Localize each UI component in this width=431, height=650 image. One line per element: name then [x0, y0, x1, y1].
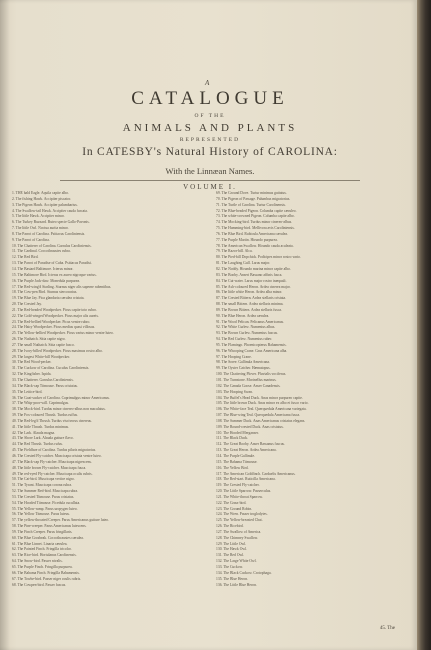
- catalogue-entry: 123. The Ground Robin.: [216, 506, 253, 511]
- catalogue-entry: 49. The red-eyed Fly-catcher. Muscicapa oculis rubris.: [12, 471, 93, 476]
- catchword: 45. The: [379, 626, 395, 631]
- catalogue-entry: 57. The yellow-throated Creeper. Parus Americanus gutture luteo.: [12, 518, 110, 523]
- catalogue-entry: 95. The Flamingo. Phoenicopterus Bahamensis.: [216, 342, 287, 347]
- catalogue-entry: 82. The Noddy. Hirundo marina minor capite albo.: [216, 266, 291, 271]
- catalogue-entry: 96. The Whooping Crane. Grus Americana alba.: [216, 348, 288, 353]
- catalogue-entry: 65. The Purple Finch. Fringilla purpurea.: [12, 565, 73, 569]
- catalogue-entry: 61. The Blue Linnet. Linaria cærulea.: [12, 541, 68, 546]
- catalogue-entry: 98. The Soree. Gallinula Americana.: [216, 360, 270, 365]
- catalogue-entry: 70. The Pigeon of Passage. Palumbus migratorius.: [216, 196, 291, 201]
- catalogue-entry: 72. The Blue-headed Pigeon. Columba capite cæruleo.: [216, 208, 297, 213]
- catalogue-entry: 87. The Crested Bittern. Ardea stellaris cristata.: [216, 296, 287, 301]
- catalogue-entry: 22. The Gold-winged Woodpecker. Picus major alis aureis.: [12, 313, 99, 318]
- catalogue-entry: 102. The Canada Goose. Anser Canadensis.: [216, 383, 281, 388]
- catalogue-entry: 128. The Chimney Swallow.: [216, 535, 258, 540]
- catalogue-entry: 11. The Cardinal. Coccothraustes rubra.: [12, 249, 71, 254]
- title-article: A: [205, 79, 210, 87]
- catalogue-entry: 117. The American Goldfinch. Carduelis Americanus.: [216, 471, 296, 476]
- catalogue-entry: 114. The Purple Gallinule.: [216, 453, 256, 458]
- catalogue-entry: 129. The Little Owl.: [216, 541, 247, 546]
- catalogue-entry: 31. The Cuckow of Carolina. Cuculus Caroliniensis.: [12, 366, 90, 371]
- catalogue-entry: 93. The Brown Curlew. Numenius fuscus.: [216, 331, 278, 336]
- catalogue-entry: 10. The Chatterer of Carolina. Garrulus Caroliniensis.: [12, 243, 92, 248]
- catalogue-entry: 6. The Turkey Buzzard. Buteo specie Gallo-Pavonis.: [12, 220, 90, 225]
- catalogue-entry: 63. The Rice-bird. Hortulanus Carolinensis.: [12, 553, 77, 558]
- catalogue-entry: 119. The Crested Fly-catcher.: [216, 483, 260, 488]
- catalogue-entry: 109. The Round-crested Duck. Anas cristatus.: [216, 424, 284, 429]
- catalogue-entry: 81. The Laughing Gull. Larus major.: [216, 261, 271, 266]
- catalogue-entry: 30. The Red Wood-pecker.: [12, 360, 52, 365]
- catalogue-entry: 103. The Hooping Swan.: [216, 389, 253, 394]
- catalogue-entry: 33. The Chatterer. Garrulus Caroliniensis.: [12, 378, 74, 382]
- catalogue-entry: 121. The White-throat Sparrow.: [216, 494, 263, 499]
- catalogue-entry: 27. The small Nuthatch. Sitta capite fusco.: [12, 342, 75, 347]
- catalogue-entry: 46. The Crested Fly-catcher. Muscicapa cristata ventre luteo.: [12, 453, 102, 458]
- catalogue-entry: 8. The Parrot of Carolina. Psittacus Caroliniensis.: [12, 231, 86, 236]
- catalogue-entry: 106. The White-face Teal. Querquedula Americana variegata.: [216, 407, 307, 412]
- title-animals-and-plants: ANIMALS AND PLANTS: [122, 122, 298, 134]
- catalogue-entry: 41. The little Thrush. Turdus minimus.: [12, 424, 70, 429]
- catalogue-entry: 79. The Razor-bill. Alca.: [216, 249, 253, 254]
- catalogue-entry: 2. The fishing Hawk. Accipiter piscator.: [12, 196, 71, 201]
- catalogue-entry: 76. The Blue Bird. Rubicula Americana cærulea.: [216, 231, 288, 236]
- catalogue-entry: 64. The Snow-bird. Passer nivalis.: [12, 559, 63, 564]
- catalogue-entry: 127. The Swallow of America.: [216, 529, 262, 534]
- catalogue-entry: 29. The largest White-bill Woodpecker.: [12, 354, 71, 359]
- catalogue-entry: 133. The Cuckow.: [216, 565, 243, 569]
- catalogue-entry: 39. The Fox-coloured Thrush. Turdus ruffus.: [12, 413, 78, 418]
- catalogue-entry: 54. The Hooded Titmouse. Ficedula cucullata.: [12, 500, 81, 505]
- catalogue-entry: 4. The Swallow-tail Hawk. Accipiter cauda furcata.: [12, 208, 88, 213]
- catalogue-entry: 124. The Wren. Passer troglodytes.: [216, 512, 268, 517]
- catalogue-entry: 130. The Hawk Owl.: [216, 547, 247, 552]
- catalogue-entry: 55. The Yellow-rump. Parus uropygeo luteo.: [12, 506, 78, 511]
- catalogue-entry: 86. The little white Heron. Ardea alba minor.: [216, 290, 283, 295]
- catalogue-entry: 44. The Red Thrush. Turdus rufus.: [12, 442, 63, 447]
- catalogue-entry: 5. The little Hawk. Accipiter minor.: [12, 214, 65, 219]
- catalogue-entry: 50. The Cat-bird. Muscicapa vertice nigro.: [12, 477, 75, 482]
- catalogue-entry: 62. The Painted Finch. Fringilla tricolor.: [12, 547, 72, 552]
- catalogue-entry: 101. The Turnstone. Morinellus marinus.: [216, 378, 277, 382]
- catalogue-entry: 97. The Hooping Crane.: [216, 354, 252, 359]
- catalogue-entry: 37. The Whip-poor-will. Caprimulgus.: [12, 401, 69, 406]
- catalogue-entry: 3. The Pigeon Hawk. Accipiter palumbarius.: [12, 202, 78, 207]
- catalogue-entry: 107. The Blue-wing Teal. Querquedula Americana fusca.: [216, 413, 301, 418]
- catalogue-entry: 34. The Black-cap Titmouse. Parus cristatus.: [12, 383, 78, 388]
- catalogue-entry: 42. The Lark. Alauda magna.: [12, 430, 56, 435]
- catalogue-entry: 120. The Little Sparrow. Passerculus.: [216, 489, 272, 494]
- catalogue-entry: 110. The Hooded Merganser.: [216, 430, 259, 435]
- catalogue-entry: 48. The little brown Fly-catcher. Muscicapa fusca.: [12, 465, 87, 470]
- catalogue-entry: 108. The Summer Duck. Anas Americanus cristatus elegans.: [216, 418, 306, 423]
- catalogue-entry: 90. The Blue Heron. Ardea cærulea.: [216, 313, 270, 318]
- catalogue-entry: 47. The Black-cap Fly-catcher. Muscicapa nigrescens.: [12, 459, 92, 464]
- title-linnaean-names: With the Linnæan Names.: [165, 166, 255, 176]
- catalogue-entry: 88. The small Bittern. Ardea stellaris minima.: [216, 302, 284, 307]
- catalogue-entry: 134. The Black Cuckow. Crotophaga.: [216, 570, 272, 575]
- catalogue-entry: 51. The Tyrant. Muscicapa corona rubra.: [12, 483, 73, 488]
- catalogue-entry: 68. The Cowpen-bird. Passer fuscus.: [12, 582, 67, 587]
- catalogue-entry: 84. The Cut-water. Larus major rostro inæquali.: [216, 278, 287, 283]
- catalogue-entry: 113. The Great Heron. Ardea Americana.: [216, 448, 277, 453]
- catalogue-entry: 13. The Parrot of Paradise of Cuba. Psittacus Paradisi.: [12, 261, 92, 266]
- catalogue-entry: 14. The Bastard Baltimore. Icterus minor.: [12, 266, 74, 271]
- catalogue-entry: 53. The Crested Titmouse. Parus cristatus.: [12, 494, 75, 499]
- catalogue-entry: 38. The Mock-bird. Turdus minor cinereo-albus non maculatus.: [12, 407, 106, 412]
- catalogue-column-left: [12, 191, 202, 639]
- catalogue-entry: 35. The Lettice-bird.: [12, 389, 43, 394]
- book-gutter-shadow: [0, 0, 10, 650]
- catalogue-entry: 60. The Blue Grosbeak. Coccothraustes cærulea.: [12, 535, 84, 540]
- catalogue-columns: [12, 191, 410, 639]
- catalogue-entry: 78. The American Swallow. Hirundo cauda aculeata.: [216, 243, 294, 248]
- catalogue-entry: 131. The Red Owl.: [216, 553, 245, 558]
- catalogue-entry: 23. The Red-bellied Woodpecker. Picus ventre rubro.: [12, 319, 91, 324]
- catalogue-entry: 66. The Bahama Finch. Fringilla Bahamensis.: [12, 570, 80, 575]
- catalogue-entry: 99. The Oyster Catcher. Hæmatopus.: [216, 366, 271, 371]
- catalogue-entry: 122. The Grass-bird.: [216, 500, 247, 505]
- catalogue-entry: 100. The Chattering Plover. Pluvialis vociferus.: [216, 372, 287, 377]
- catalogue-entry: 136. The Little Blue Heron.: [216, 582, 257, 587]
- catalogue-entry: 40. The Red-leg'd Thrush. Turdus viscivorus cinereus.: [12, 418, 92, 423]
- title-represented: REPRESENTED: [179, 137, 241, 143]
- catalogue-entry: 16. The Purple Jack-daw. Monedula purpurea.: [12, 278, 81, 283]
- catalogue-entry: 94. The Red Curlew. Numenius ruber.: [216, 337, 273, 342]
- catalogue-entry: 104. The Buffel's Head Duck. Anas minor purpureo capite.: [216, 395, 303, 400]
- catalogue-entry: 43. The Shore Lark. Alauda gutture flavo.: [12, 436, 74, 441]
- catalogue-entry: 118. The Red-start. Ruticilla Americana.: [216, 477, 276, 482]
- catalogue-entry: 89. The Brown Bittern. Ardea stellaris fusca.: [216, 307, 282, 312]
- catalogue-entry: 21. The Red-headed Woodpecker. Picus capite toto rubro.: [12, 307, 97, 312]
- catalogue-entry: 28. The Ivory-billed Woodpecker. Picus maximus rostro albo.: [12, 348, 103, 353]
- catalogue-entry: 115. The Bahama Titmouse.: [216, 459, 258, 464]
- catalogue-entry: 7. The little Owl. Noctua aurita minor.: [12, 226, 69, 231]
- catalogue-entry: 19. The Blue Jay. Pica glandaria cærulea cristata.: [12, 296, 85, 301]
- catalogue-entry: 105. The little brown Duck. Anas minor ex albo et fusco vario.: [216, 401, 309, 406]
- catalogue-entry: 75. The Humming-bird. Mellivora avis Caroliniensis.: [216, 226, 295, 231]
- catalogue-entry: 91. The Wood Pelican. Pelicanus Americanus.: [216, 319, 284, 324]
- catalogue-entry: 83. The Booby. Anseri Bassano affinis fusca.: [216, 272, 283, 277]
- catalogue-entry: 112. The Great Booby. Anser Bassanus fuscus.: [216, 442, 285, 447]
- catalogue-entry: 56. The Yellow Titmouse. Parus luteus.: [12, 512, 70, 517]
- catalogue-entry: 25. The Yellow-bellied Woodpecker. Picus varius minor ventre luteo.: [12, 331, 114, 336]
- catalogue-entry: 135. The Blue Heron.: [216, 576, 248, 581]
- catalogue-entry: 132. The Large White Owl.: [216, 559, 257, 564]
- volume-heading: VOLUME I.: [183, 183, 237, 191]
- title-of-the: OF THE: [194, 113, 226, 119]
- catalogue-entry: 116. The Yellow Bird.: [216, 465, 249, 470]
- catalogue-entry: 59. The Finch Creeper. Parus fringillaris.: [12, 529, 73, 534]
- catalogue-entry: 18. The Cow-pen Bird. Sturnus stercorarius.: [12, 290, 78, 295]
- catalogue-entry: 58. The Pine-creeper. Parus Americanus lutescens.: [12, 524, 87, 529]
- catalogue-entry: 9. The Parrot of Carolina.: [12, 237, 50, 242]
- book-page-edge: [417, 0, 431, 650]
- title-catesby-line: In CATESBY's Natural History of CAROLINA:: [82, 146, 338, 158]
- catalogue-entry: 1. THE bald Eagle. Aquila capite albo.: [12, 191, 69, 195]
- catalogue-entry: 24. The Hairy Woodpecker. Picus medius quasi villosus.: [12, 325, 96, 330]
- catalogue-entry: 126. The Ricebird.: [216, 524, 244, 529]
- catalogue-entry: 125. The Yellow-breasted Chat.: [216, 518, 263, 523]
- catalogue-entry: 77. The Purple Martin. Hirundo purpurea.: [216, 237, 278, 242]
- catalogue-entry: 32. The Kingfisher. Ispida.: [12, 372, 52, 377]
- catalogue-entry: 92. The White Curlew. Numenius albus.: [216, 325, 276, 330]
- title-rule: [60, 180, 360, 181]
- catalogue-entry: 26. The Nuthatch. Sitta capite nigro.: [12, 337, 66, 342]
- catalogue-entry: 12. The Red Bird.: [12, 255, 39, 260]
- catalogue-entry: 74. The Mocking-bird. Turdus minor cinereo-albus.: [216, 220, 293, 225]
- catalogue-entry: 73. The white-crowned Pigeon. Columba capite albo.: [216, 214, 295, 219]
- catalogue-entry: 85. The Ash-coloured Heron. Ardea cinerea major.: [216, 284, 291, 289]
- title-catalogue: CATALOGUE: [131, 88, 289, 109]
- catalogue-entry: 36. The Goat-sucker of Carolina. Caprimulgus minor Americanus.: [12, 395, 110, 400]
- catalogue-entry: 52. The Summer Red-bird. Muscicapa rubra.: [12, 489, 79, 494]
- catalogue-entry: 20. The Crested Jay.: [12, 302, 42, 307]
- catalogue-entry: 69. The Ground Dove. Turtur minimus guttatus.: [216, 191, 287, 195]
- catalogue-column-right: [216, 191, 406, 639]
- catalogue-entry: 67. The Towhe-bird. Passer niger oculis rubris.: [12, 576, 82, 581]
- catalogue-entry: 15. The Baltimore Bird. Icterus ex aureo nigroque varius.: [12, 272, 97, 277]
- catalogue-entry: 45. The Fieldfare of Carolina. Turdus pilaris migratorius.: [12, 448, 97, 453]
- catalogue-entry: 111. The Black Duck.: [216, 436, 249, 441]
- catalogue-entry: 80. The Pied-bill Dopchick. Podicipes minor rostro vario.: [216, 255, 301, 260]
- catalogue-entry: 17. The Red-wing'd Starling. Sturnus niger alis superne rubentibus.: [12, 284, 112, 289]
- catalogue-entry: 71. The Turtle of Carolina. Turtur Carolinensis.: [216, 202, 286, 207]
